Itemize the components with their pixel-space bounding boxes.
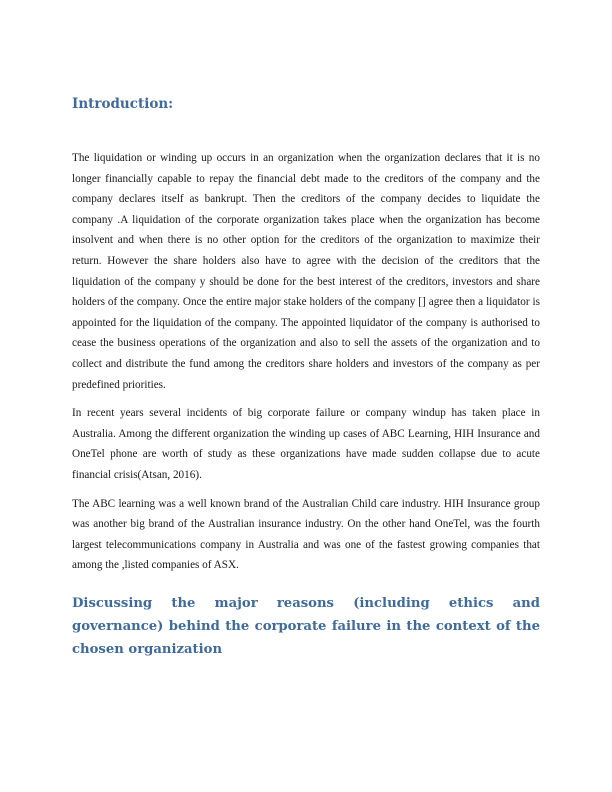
introduction-heading: Introduction:	[72, 96, 174, 112]
page-content	[72, 94, 540, 661]
paragraph-liquidation: The liquidation or winding up occurs in an organization when the organization declares that it is no longer financially capable to repay the financial debt made to the creditors of the company and the company declares itself as bankrupt. Then the creditors of the company decides to liquidate the company .A liquidation of the corporate organization takes place when the organization has become insolvent and when there is no other option for the creditors of the organization to maximize their return. However the share holders also have to agree with the decision of the creditors that the liquidation of the company y should be done for the best interest of the creditors, investors and share holders of the company. Once the entire major stake holders of the company [] agree then a liquidator is appointed for the liquidation of the company. The appointed liquidator of the company is authorised to cease the business operations of the organization and also to sell the assets of the organization and to collect and distribute the fund among the creditors share holders and investors of the company as per predefined priorities.	[72, 152, 540, 391]
section-heading: Discussing the major reasons (including ethics and governance) behind the corporate failure in the context of the chosen organization	[72, 595, 540, 657]
paragraph-companies: The ABC learning was a well known brand of the Australian Child care industry. HIH Insurance group was another big brand of the Australian insurance industry. On the other hand OneTel, was the fourth largest telecommunications company in Australia and was one of the fastest growing companies that among the ,listed companies of ASX.	[72, 497, 540, 572]
paragraph-recent-failures: In recent years several incidents of big corporate failure or company windup has taken place in Australia. Among the different organization the winding up cases of ABC Learning, HIH Insurance and OneTel phone are worth of study as these organizations have made sudden collapse due to acute financial crisis(Atsan, 2016).	[72, 407, 540, 481]
